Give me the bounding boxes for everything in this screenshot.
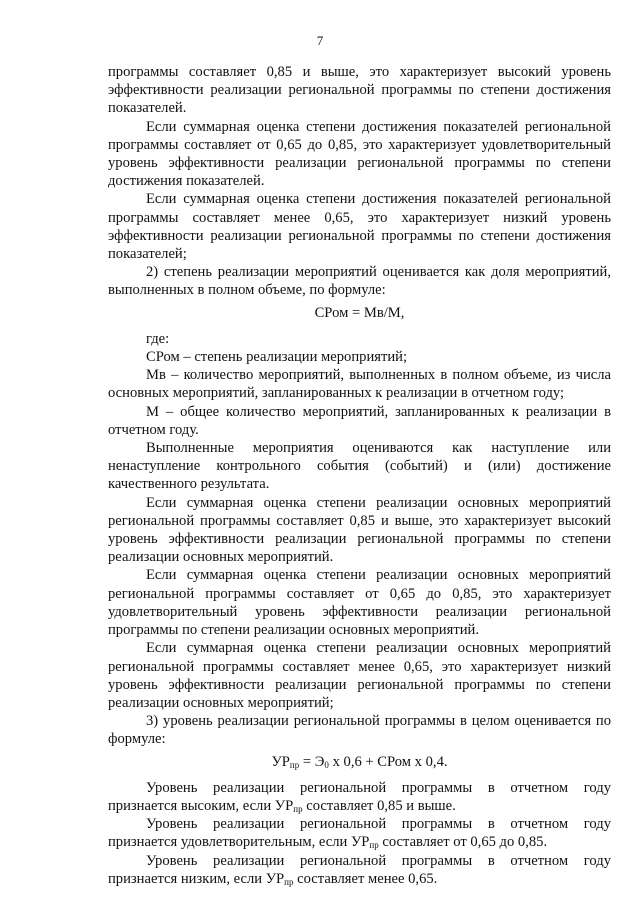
paragraph: Уровень реализации региональной программы в отчетном году признается высоким, если $УР_{пр}$ составляет 0,85 и выше. bbox=[108, 779, 611, 814]
paragraph: Выполненные мероприятия оцениваются как наступление или ненаступление контрольного события (событий) и (или) достижение качественного результата. bbox=[108, 440, 611, 493]
paragraph: Если суммарная оценка степени достижения показателей региональной программы составляет от 0,65 до 0,85, это характеризует удовлетворительный уровень эффективности реализации региональной программы по степени достижения показателей. bbox=[108, 118, 611, 190]
paragraph: Если суммарная оценка степени реализации основных мероприятий региональной программы составляет менее 0,65, это характеризует низкий уровень эффективности реализации региональной программы по степени реализации основных мероприятий; bbox=[108, 640, 611, 711]
definition: М – общее количество мероприятий, запланированных к реализации в отчетном году. bbox=[108, 403, 611, 438]
formula: СРом = Мв/М, bbox=[314, 304, 405, 321]
formula: $УР_{пр} = Э_0$ х 0,6 + СРом х 0,4. bbox=[271, 753, 448, 770]
definition: СРом – степень реализации мероприятий; bbox=[146, 349, 408, 366]
page-number: 7 bbox=[316, 33, 324, 48]
paragraph: Если суммарная оценка степени реализации основных мероприятий региональной программы составляет 0,85 и выше, это характеризует высокий уровень эффективности реализации региональной программы по степени реализации основных мероприятий. bbox=[108, 494, 611, 566]
definition: Мв – количество мероприятий, выполненных в полном объеме, из числа основных мероприятий, запланированных к реализации в отчетном году; bbox=[108, 367, 611, 402]
paragraph: 3) уровень реализации региональной программы в целом оценивается по формуле: bbox=[108, 713, 611, 748]
where-label: где: bbox=[146, 330, 170, 347]
paragraph: Если суммарная оценка степени реализации основных мероприятий региональной программы составляет от 0,65 до 0,85, это характеризует удовлетворительный уровень эффективности реализации региональной программы по степени реализации основных мероприятий. bbox=[108, 567, 611, 639]
paragraph: Уровень реализации региональной программы в отчетном году признается удовлетворительным, если $УР_{пр}$ составляет от 0,65 до 0,85. bbox=[108, 816, 611, 851]
paragraph: программы составляет 0,85 и выше, это характеризует высокий уровень эффективности реализации региональной программы по степени достижения показателей. bbox=[108, 64, 611, 117]
paragraph: Если суммарная оценка степени достижения показателей региональной программы составляет менее 0,65, это характеризует низкий уровень эффективности реализации региональной программы по степени достижения показателей; bbox=[108, 191, 611, 263]
document-body bbox=[108, 63, 611, 888]
paragraph: Уровень реализации региональной программы в отчетном году признается низким, если $УР_{пр}$ составляет менее 0,65. bbox=[108, 852, 611, 887]
paragraph: 2) степень реализации мероприятий оценивается как доля мероприятий, выполненных в полном объеме, по формуле: bbox=[108, 264, 611, 299]
